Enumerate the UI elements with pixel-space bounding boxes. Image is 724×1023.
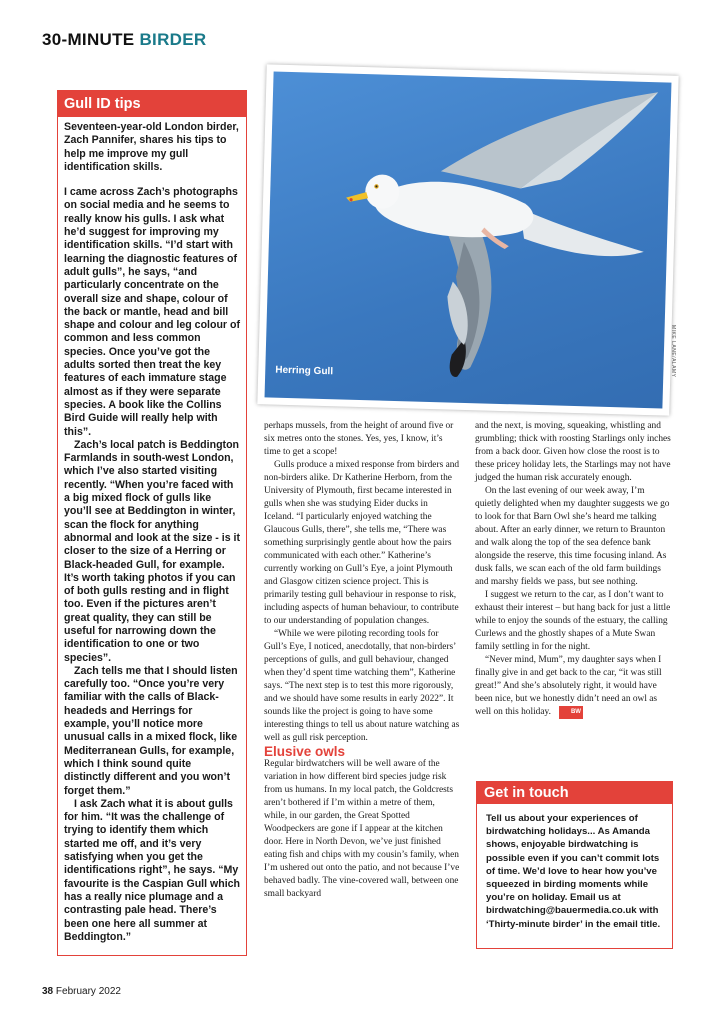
get-in-touch-title: Get in touch [477, 782, 672, 804]
sidebar-intro: Seventeen-year-old London birder, Zach Pannifer, shares his tips to help me improve my gull identification skills. [64, 121, 239, 173]
get-in-touch-box [476, 781, 673, 949]
subheading: Elusive owls [264, 744, 346, 759]
issue-date: February 2022 [55, 986, 121, 997]
body-paragraph: perhaps mussels, from the height of around five or six metres onto the stones. Yes, yes, I know, it’s time to get a scope! [264, 421, 454, 457]
end-mark: BW [559, 706, 583, 719]
email-link[interactable]: birdwatching@bauermedia.co.uk [486, 905, 637, 917]
sidebar-title: Gull ID tips [58, 91, 246, 117]
body-column-2 [264, 420, 460, 901]
body-paragraph: I suggest we return to the car, as I don’t want to exhaust their interest – but hang back for just a little while to enjoy the sounds of the estuary, the calling Curlews and the ghostly shapes of a Mute Swan family settling in for the night. [475, 590, 671, 652]
body-paragraph-text: “Never mind, Mum”, my daughter says when I finally give in and get back to the car, “it was still great!” And she’s absolutely right, it would have been nice, but we honestly didn’t need an owl as well on this holiday. [475, 655, 662, 717]
body-paragraph: On the last evening of our week away, I’m quietly delighted when my daughter suggests we go to look for that Barn Owl she’s heard me talking about. After an early dinner, we return to Braunton and walk along the top of the sea defence bank alongside the reserve, this time focusing inland. As dusk falls, we scan each of the old farm buildings and marshy fields we pass, but see nothing. [475, 486, 670, 587]
body-paragraph: Regular birdwatchers will be well aware of the variation in how different bird species judge risk from us humans. In my local patch, the Goldcrests aren’t bothered if I’m within a metre of them, while, in our garden, the Great Spotted Woodpeckers are gone if I appear at the kitchen door. Here in North Devon, we’ve just finished eating fish and chips with my cousin’s family, when I’m ushered out onto the patio, and not because I’ve behaved badly. The vine-covered wall, between one small backyard [264, 759, 460, 899]
body-paragraph: “While we were piloting recording tools for Gull’s Eye, I noticed, anecdotally, that non-birders’ perceptions of gulls, and gull behaviour, changed when they’d spent time watching them”, Katherine says. “The next step is to test this more rigorously, and we should have some results in early 2022”. It sounds like the project is going to have some interesting things to tell us about nature watching as well as gull risk perception. [264, 629, 460, 743]
section-header [42, 30, 206, 50]
body-paragraph [475, 654, 671, 719]
herring-gull-photo [257, 64, 678, 415]
sidebar-paragraph: I ask Zach what it is about gulls for him. “It was the challenge of trying to identify them which started me off, and it’s very satisfying when you get the identifications right”, he says. “My favourite is the Caspian Gull which has a really nice plumage and a contrasting pale head. There’s been one here all summer at Beddington.” [64, 797, 241, 943]
sidebar-paragraph: I came across Zach’s photographs on social media and he seems to really know his gulls. I ask what he’d suggest for improving my identification skills. “I’d start with learning the diagnostic features of adult gulls”, he says, “and particularly concentrate on the overall size and shape, colour of the back or mantle, head and bill shape and colour and leg colour of common and less common species. Once you’ve got the adults sorted then treat the key features of each immature stage almost as if they were separate species. A book like the Collins Bird Guide will really help with this”. [64, 186, 240, 438]
body-column-3 [475, 420, 671, 719]
body-paragraph: Gulls produce a mixed response from birders and non-birders alike. Dr Katherine Herborn, from the University of Plymouth, first became interested in gulls when she was studying Eider ducks in Iceland. “I particularly enjoyed watching the Glaucous Gulls, there”, she tells me, “There was something surprisingly gentle about how the pairs communicated with each other.” Katherine’s currently working on Gull’s Eye, a joint Plymouth and Glasgow citizen science project. This is primarily testing gull behaviour in response to risk, including aspects of human behaviour, to contribute to our understanding of population changes. [264, 460, 460, 626]
get-in-touch-text: Tell us about your experiences of birdwatching holidays... As Amanda shows, enjoyable birdwatching is possible even if you can’t commit lots of time. We’d love to hear how you’ve squeezed in birding moments while you’re on holiday. Email us at [486, 813, 660, 904]
header-part1: 30-MINUTE [42, 30, 135, 49]
page-footer [42, 986, 121, 997]
photo-caption: Herring Gull [275, 364, 334, 378]
sidebar-paragraph: Zach’s local patch is Beddington Farmlands in south-west London, which I’ve also started visiting recently. “When you’re faced with a big mixed flock of gulls like you’ll see at Beddington in winter, scan the flock for anything abnormal and look at the size - is it closer to the size of a Herring or Black-headed Gull, for example. It’s worth taking photos if you can of both gulls resting and in flight too. Even if the pictures aren’t great quality, they can still be useful for narrowing down the identification to one or two species”. [64, 438, 241, 664]
page-number: 38 [42, 986, 54, 997]
gull-illustration [265, 72, 672, 409]
get-in-touch-text2: with ‘Thirty-minute birder’ in the email title. [486, 905, 661, 930]
sidebar-paragraph: Zach tells me that I should listen carefully too. “Once you’re very familiar with the calls of Black-headeds and Herrings for example, you’ll notice more unusual calls in a mixed flock, like Mediterranean Gulls, for example, which I think sound quite distinctly different and you won’t forget them.” [64, 664, 238, 797]
header-part2: BIRDER [139, 30, 207, 49]
photo-credit: MIKE LANE/ALAMY [670, 325, 676, 378]
gull-id-tips-box [57, 90, 247, 956]
body-paragraph: and the next, is moving, squeaking, whistling and grumbling; thick with roosting Starlings only inches from a back door. Given how close the roost is to these pricey holiday lets, the Starlings may not have judged the human risk accurately enough. [475, 421, 671, 483]
